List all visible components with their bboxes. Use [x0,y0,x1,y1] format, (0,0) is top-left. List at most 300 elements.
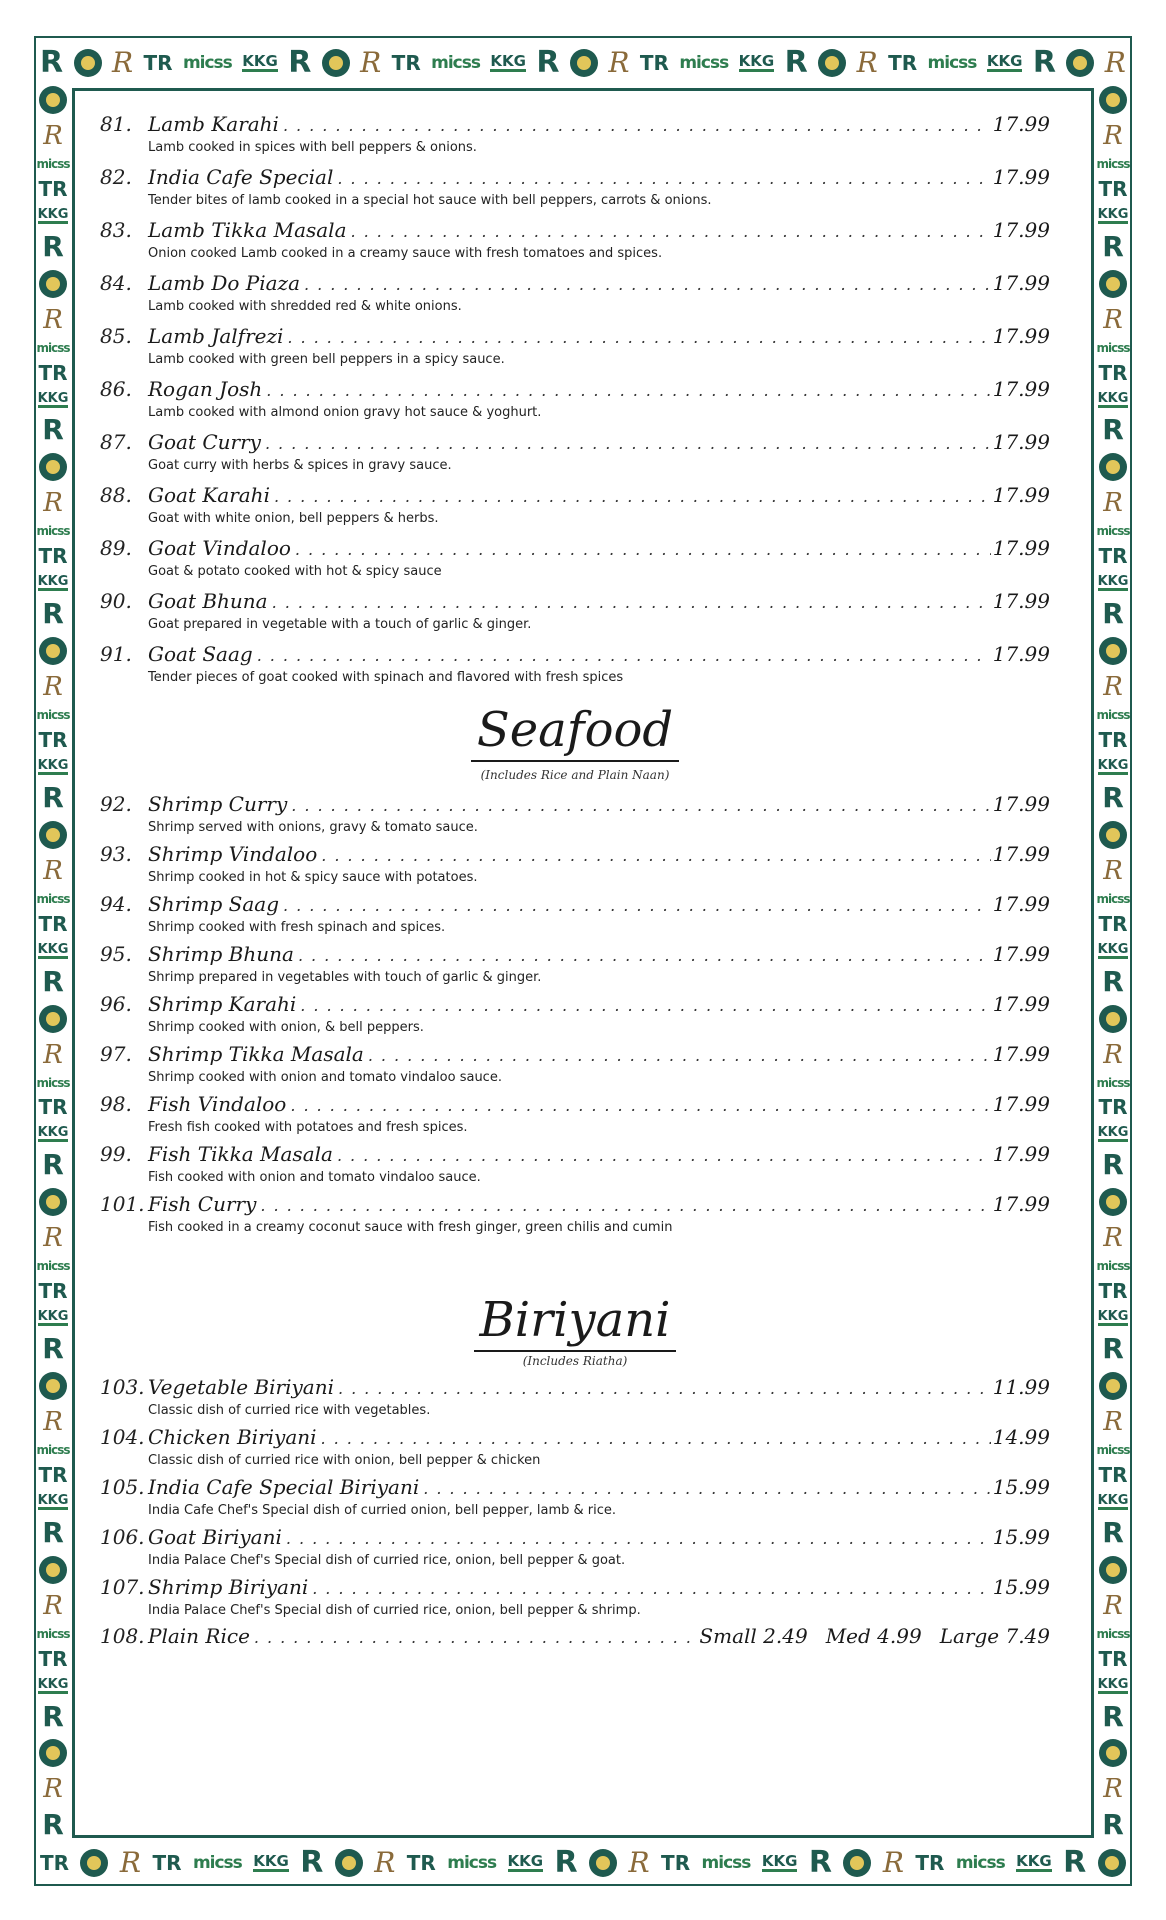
script-r-logo-icon: R [1103,1039,1123,1070]
item-number: 82. [100,165,132,189]
item-name: Vegetable Biriyani [148,1375,334,1399]
leader-dots [312,1579,991,1598]
item-number: 84. [100,271,132,295]
kkg-logo-icon: KKG [1097,574,1129,590]
menu-item [100,1475,1050,1521]
item-price: 17.99 [992,271,1050,295]
round-logo-icon [39,637,67,665]
round-logo-icon [39,1188,67,1216]
r-logo-icon: R [1102,1515,1124,1549]
micss-logo-icon: micss [679,52,729,73]
item-number: 81. [100,112,132,136]
script-r-logo-icon: R [1103,1406,1123,1437]
r-logo-icon: R [808,1845,832,1880]
leader-dots [337,169,990,188]
r-logo-icon: R [1102,597,1124,631]
item-description: India Palace Chef's Special dish of curried rice, onion, bell pepper & shrimp. [148,1603,641,1618]
item-number: 97. [100,1042,132,1066]
top-logo-border [40,42,1126,84]
micss-logo-icon: micss [192,1852,242,1873]
r-logo-icon: R [1032,45,1056,80]
tr-logo-icon: TR [152,1851,182,1875]
menu-item [100,483,1050,529]
menu-item [100,942,1050,988]
script-r-logo-icon: R [111,46,134,79]
r-logo-icon: R [42,597,64,631]
leader-dots [272,593,991,612]
item-description: Goat prepared in vegetable with a touch of garlic & ginger. [148,617,532,632]
tr-logo-icon: TR [1098,1095,1128,1120]
round-logo-icon [1099,1188,1127,1216]
script-r-logo-icon: R [1103,488,1123,519]
round-logo-icon [1099,270,1127,298]
tr-logo-icon: TR [1098,176,1128,201]
script-r-logo-icon: R [119,1846,142,1879]
round-logo-icon [1099,1739,1127,1767]
script-r-logo-icon: R [1104,46,1126,79]
menu-item [100,430,1050,476]
size-prices [699,1624,1050,1648]
item-name: Goat Bhuna [148,589,268,613]
round-logo-icon [39,1556,67,1584]
item-price: 17.99 [992,1042,1050,1066]
item-price: 17.99 [992,642,1050,666]
r-logo-icon: R [784,45,808,80]
item-price: 17.99 [992,942,1050,966]
round-logo-icon [74,49,102,77]
item-name: Shrimp Bhuna [148,942,294,966]
item-price: 15.99 [992,1475,1050,1499]
r-logo-icon: R [1102,1332,1124,1366]
micss-logo-icon: micss [431,52,480,73]
item-number: 98. [100,1092,132,1116]
r-logo-icon: R [42,964,64,998]
round-logo-icon [1099,1005,1127,1033]
item-price: 15.99 [992,1525,1050,1549]
item-price: 17.99 [992,536,1050,560]
seafood-title: Seafood [100,706,1050,754]
round-logo-icon [1099,1556,1127,1584]
script-r-logo-icon: R [628,1846,650,1879]
menu-item [100,1375,1050,1421]
item-number: 86. [100,377,132,401]
tr-logo-icon: TR [1098,911,1128,936]
item-price: 15.99 [992,1575,1050,1599]
item-price: 17.99 [992,589,1050,613]
round-logo-icon [1099,637,1127,665]
biriyani-title: Biriyani [100,1296,1050,1344]
script-r-logo-icon: R [43,1223,63,1254]
menu-item [100,892,1050,938]
script-r-logo-icon: R [43,120,63,151]
micss-logo-icon: micss [1096,524,1130,539]
tr-logo-icon: TR [38,360,68,385]
leader-dots [290,1096,990,1115]
round-logo-icon [335,1849,363,1877]
item-number: 104. [100,1425,145,1449]
leader-dots [291,796,990,815]
micss-logo-icon: micss [447,1852,497,1873]
item-description: Goat with white onion, bell peppers & herbs. [148,511,439,526]
micss-logo-icon: micss [1096,1626,1130,1641]
round-logo-icon [1066,49,1094,77]
script-r-logo-icon: R [856,46,878,79]
micss-logo-icon: micss [701,1852,751,1873]
menu-item [100,1042,1050,1088]
kkg-logo-icon: KKG [1097,1676,1129,1692]
kkg-logo-icon: KKG [1097,206,1129,222]
r-logo-icon: R [1102,229,1124,263]
item-description: Goat curry with herbs & spices in gravy sauce. [148,458,452,473]
item-number: 105. [100,1475,145,1499]
item-number: 92. [100,792,132,816]
item-price: 17.99 [992,165,1050,189]
menu-item [100,1092,1050,1138]
item-price: 14.99 [992,1425,1050,1449]
item-number: 89. [100,536,132,560]
round-logo-icon [39,86,67,114]
leader-dots [257,646,991,665]
micss-logo-icon: micss [36,1442,70,1457]
item-name: Shrimp Vindaloo [148,842,318,866]
leader-dots [338,1379,991,1398]
kkg-logo-icon: KKG [37,1492,69,1508]
bottom-logo-border [40,1843,1126,1883]
biriyani-subtitle: (Includes Riatha) [522,1354,628,1368]
tr-logo-icon: TR [639,51,669,75]
script-r-logo-icon: R [1103,120,1123,151]
r-logo-icon: R [1102,1148,1124,1182]
script-r-logo-icon: R [1103,672,1123,703]
micss-logo-icon: micss [1096,1075,1130,1090]
item-number: 88. [100,483,132,507]
r-logo-icon: R [1102,1699,1124,1733]
item-number: 108. [100,1624,145,1648]
r-logo-icon: R [300,1845,324,1880]
item-price: 17.99 [992,892,1050,916]
r-logo-icon: R [554,1845,578,1880]
round-logo-icon [39,270,67,298]
kkg-logo-icon: KKG [1097,1492,1129,1508]
r-logo-icon: R [1102,780,1124,814]
item-name: Fish Curry [148,1192,257,1216]
r-logo-icon: R [42,1699,64,1733]
price-med: Med 4.99 [825,1624,922,1648]
kkg-logo-icon: KKG [1097,1309,1129,1325]
item-name: Shrimp Saag [148,892,280,916]
item-name: Goat Biriyani [148,1525,282,1549]
item-price: 17.99 [992,377,1050,401]
round-logo-icon [1099,1372,1127,1400]
leader-dots [286,1529,991,1548]
leader-dots [321,846,990,865]
round-logo-icon [322,49,350,77]
script-r-logo-icon: R [1103,1774,1123,1805]
item-price: 17.99 [992,1092,1050,1116]
script-r-logo-icon: R [43,1039,63,1070]
tr-logo-icon: TR [1098,1279,1128,1304]
item-price: 11.99 [992,1375,1050,1399]
r-logo-icon: R [42,1148,64,1182]
kkg-logo-icon: KKG [37,206,69,222]
leader-dots [287,328,990,347]
kkg-logo-icon: KKG [37,941,69,957]
micss-logo-icon: micss [927,52,977,73]
round-logo-icon [39,821,67,849]
item-description: Fish cooked in a creamy coconut sauce with fresh ginger, green chilis and cumin [148,1220,673,1235]
item-description: Tender bites of lamb cooked in a special hot sauce with bell peppers, carrots & onions. [148,193,712,208]
tr-logo-icon: TR [38,1646,68,1671]
r-logo-icon: R [536,45,560,80]
item-number: 93. [100,842,132,866]
leader-dots [298,946,991,965]
r-logo-icon: R [42,229,64,263]
script-r-logo-icon: R [1103,855,1123,886]
item-description: Shrimp served with onions, gravy & tomato sauce. [148,820,478,835]
round-logo-icon [39,1005,67,1033]
micss-logo-icon: micss [36,340,70,355]
round-logo-icon [1099,821,1127,849]
item-name: Plain Rice [148,1624,250,1648]
leader-dots [266,381,990,400]
menu-item [100,1425,1050,1471]
tr-logo-icon: TR [38,728,68,753]
script-r-logo-icon: R [1103,304,1123,335]
item-number: 94. [100,892,132,916]
leader-dots [283,896,991,915]
kkg-logo-icon: KKG [37,757,69,773]
micss-logo-icon: micss [1096,1259,1130,1274]
kkg-logo-icon: KKG [761,1852,798,1870]
item-price: 17.99 [992,483,1050,507]
item-price: 17.99 [992,1142,1050,1166]
round-logo-icon [80,1849,108,1877]
item-description: Classic dish of curried rice with onion, bell pepper & chicken [148,1453,541,1468]
tr-logo-icon: TR [38,911,68,936]
script-r-logo-icon: R [1103,1590,1123,1621]
item-description: Shrimp cooked with fresh spinach and spices. [148,920,446,935]
menu-item [100,1575,1050,1621]
leader-dots [265,434,991,453]
round-logo-icon [589,1849,617,1877]
micss-logo-icon: micss [36,891,70,906]
menu-item [100,1142,1050,1188]
script-r-logo-icon: R [1103,1223,1123,1254]
leader-dots [274,487,991,506]
round-logo-icon [1098,1849,1126,1877]
tr-logo-icon: TR [38,1279,68,1304]
item-description: Classic dish of curried rice with vegetables. [148,1403,431,1418]
item-number: 91. [100,642,132,666]
tr-logo-icon: TR [38,544,68,569]
kkg-logo-icon: KKG [986,52,1023,70]
micss-logo-icon: micss [182,52,232,73]
script-r-logo-icon: R [43,855,63,886]
menu-item [100,792,1050,838]
item-description: Shrimp cooked with onion, & bell peppers. [148,1020,424,1035]
menu-item [100,589,1050,635]
kkg-logo-icon: KKG [1097,757,1129,773]
item-description: India Palace Chef's Special dish of curried rice, onion, bell pepper & goat. [148,1553,626,1568]
round-logo-icon [39,453,67,481]
micss-logo-icon: micss [36,1259,70,1274]
item-number: 107. [100,1575,145,1599]
leader-dots [321,1429,991,1448]
item-name: Shrimp Curry [148,792,288,816]
script-r-logo-icon: R [360,46,382,79]
r-logo-icon: R [1102,413,1124,447]
leader-dots [260,1196,990,1215]
menu-item [100,377,1050,423]
tr-logo-icon: TR [406,1851,436,1875]
kkg-logo-icon: KKG [1097,941,1129,957]
r-logo-icon: R [42,1808,64,1840]
script-r-logo-icon: R [374,1846,396,1879]
round-logo-icon [39,1372,67,1400]
micss-logo-icon: micss [1096,340,1130,355]
r-logo-icon: R [288,45,312,80]
item-name: Chicken Biriyani [148,1425,317,1449]
tr-logo-icon: TR [38,1095,68,1120]
item-name: Goat Saag [148,642,253,666]
leader-dots [351,222,991,241]
r-logo-icon: R [42,413,64,447]
round-logo-icon [843,1849,871,1877]
round-logo-icon [570,49,598,77]
tr-logo-icon: TR [38,176,68,201]
menu-item [100,165,1050,211]
item-price: 17.99 [992,792,1050,816]
item-description: Lamb cooked with green bell peppers in a spicy sauce. [148,352,505,367]
right-logo-border [1096,86,1130,1840]
script-r-logo-icon: R [882,1846,904,1879]
item-name: Shrimp Biriyani [148,1575,309,1599]
price-large: Large 7.49 [939,1624,1050,1648]
kkg-logo-icon: KKG [37,1125,69,1141]
kkg-logo-icon: KKG [37,390,69,406]
micss-logo-icon: micss [1096,891,1130,906]
r-logo-icon: R [42,1515,64,1549]
menu-item [100,218,1050,264]
item-number: 90. [100,589,132,613]
item-description: India Cafe Chef's Special dish of curried onion, bell pepper, lamb & rice. [148,1503,616,1518]
micss-logo-icon: micss [36,708,70,723]
item-description: Fresh fish cooked with potatoes and fresh spices. [148,1120,468,1135]
script-r-logo-icon: R [608,46,630,79]
menu-item [100,842,1050,888]
item-description: Fish cooked with onion and tomato vindaloo sauce. [148,1170,481,1185]
item-description: Shrimp cooked with onion and tomato vindaloo sauce. [148,1070,502,1085]
item-number: 83. [100,218,132,242]
leader-dots [337,1146,991,1165]
item-number: 101. [100,1192,145,1216]
micss-logo-icon: micss [36,156,70,171]
item-price: 17.99 [992,1192,1050,1216]
micss-logo-icon: micss [955,1852,1005,1873]
script-r-logo-icon: R [43,304,63,335]
menu-item [100,271,1050,317]
tr-logo-icon: TR [915,1851,945,1875]
r-logo-icon: R [40,45,64,80]
kkg-logo-icon: KKG [507,1852,544,1870]
item-number: 103. [100,1375,145,1399]
leader-dots [423,1479,990,1498]
kkg-logo-icon: KKG [490,52,526,70]
round-logo-icon [818,49,846,77]
item-number: 87. [100,430,132,454]
item-name: Shrimp Tikka Masala [148,1042,364,1066]
item-name: Shrimp Karahi [148,992,297,1016]
menu-item [100,1192,1050,1238]
item-name: India Cafe Special Biriyani [148,1475,420,1499]
left-logo-border [36,86,70,1840]
item-description: Lamb cooked with almond onion gravy hot sauce & yoghurt. [148,405,542,420]
tr-logo-icon: TR [391,51,421,75]
item-description: Lamb cooked in spices with bell peppers & onions. [148,140,477,155]
tr-logo-icon: TR [1098,728,1128,753]
item-name: Goat Curry [148,430,261,454]
leader-dots [304,275,991,294]
item-price: 17.99 [992,324,1050,348]
round-logo-icon [1099,86,1127,114]
item-name: Rogan Josh [148,377,263,401]
script-r-logo-icon: R [43,1590,63,1621]
menu-item [100,324,1050,370]
item-description: Goat & potato cooked with hot & spicy sauce [148,564,442,579]
item-description: Onion cooked Lamb cooked in a creamy sauce with fresh tomatoes and spices. [148,246,663,261]
item-name: Lamb Jalfrezi [148,324,284,348]
tr-logo-icon: TR [143,51,173,75]
r-logo-icon: R [1102,1808,1124,1840]
round-logo-icon [1099,453,1127,481]
menu-item [100,1525,1050,1571]
kkg-logo-icon: KKG [242,52,278,70]
item-description: Tender pieces of goat cooked with spinach and flavored with fresh spices [148,670,624,685]
tr-logo-icon: TR [1098,544,1128,569]
r-logo-icon: R [1102,964,1124,998]
tr-logo-icon: TR [661,1851,691,1875]
micss-logo-icon: micss [36,1075,70,1090]
item-number: 95. [100,942,132,966]
item-name: Fish Vindaloo [148,1092,287,1116]
r-logo-icon: R [42,780,64,814]
item-price: 17.99 [992,430,1050,454]
item-price: 17.99 [992,112,1050,136]
kkg-logo-icon: KKG [1097,390,1129,406]
menu-item [100,536,1050,582]
price-small: Small 2.49 [699,1624,808,1648]
script-r-logo-icon: R [43,1774,63,1805]
r-logo-icon: R [1063,1845,1087,1880]
micss-logo-icon: micss [36,1626,70,1641]
tr-logo-icon: TR [38,1462,68,1487]
tr-logo-icon: TR [40,1851,70,1875]
leader-dots [295,540,991,559]
item-name: Goat Karahi [148,483,270,507]
item-price: 17.99 [992,992,1050,1016]
item-description: Shrimp cooked in hot & spicy sauce with potatoes. [148,870,478,885]
item-description: Lamb cooked with shredded red & white onions. [148,299,462,314]
tr-logo-icon: TR [888,51,918,75]
micss-logo-icon: micss [36,524,70,539]
item-number: 99. [100,1142,132,1166]
script-r-logo-icon: R [43,488,63,519]
tr-logo-icon: TR [1098,1646,1128,1671]
menu-item-plain-rice [100,1624,1050,1652]
tr-logo-icon: TR [1098,1462,1128,1487]
item-number: 85. [100,324,132,348]
micss-logo-icon: micss [1096,156,1130,171]
